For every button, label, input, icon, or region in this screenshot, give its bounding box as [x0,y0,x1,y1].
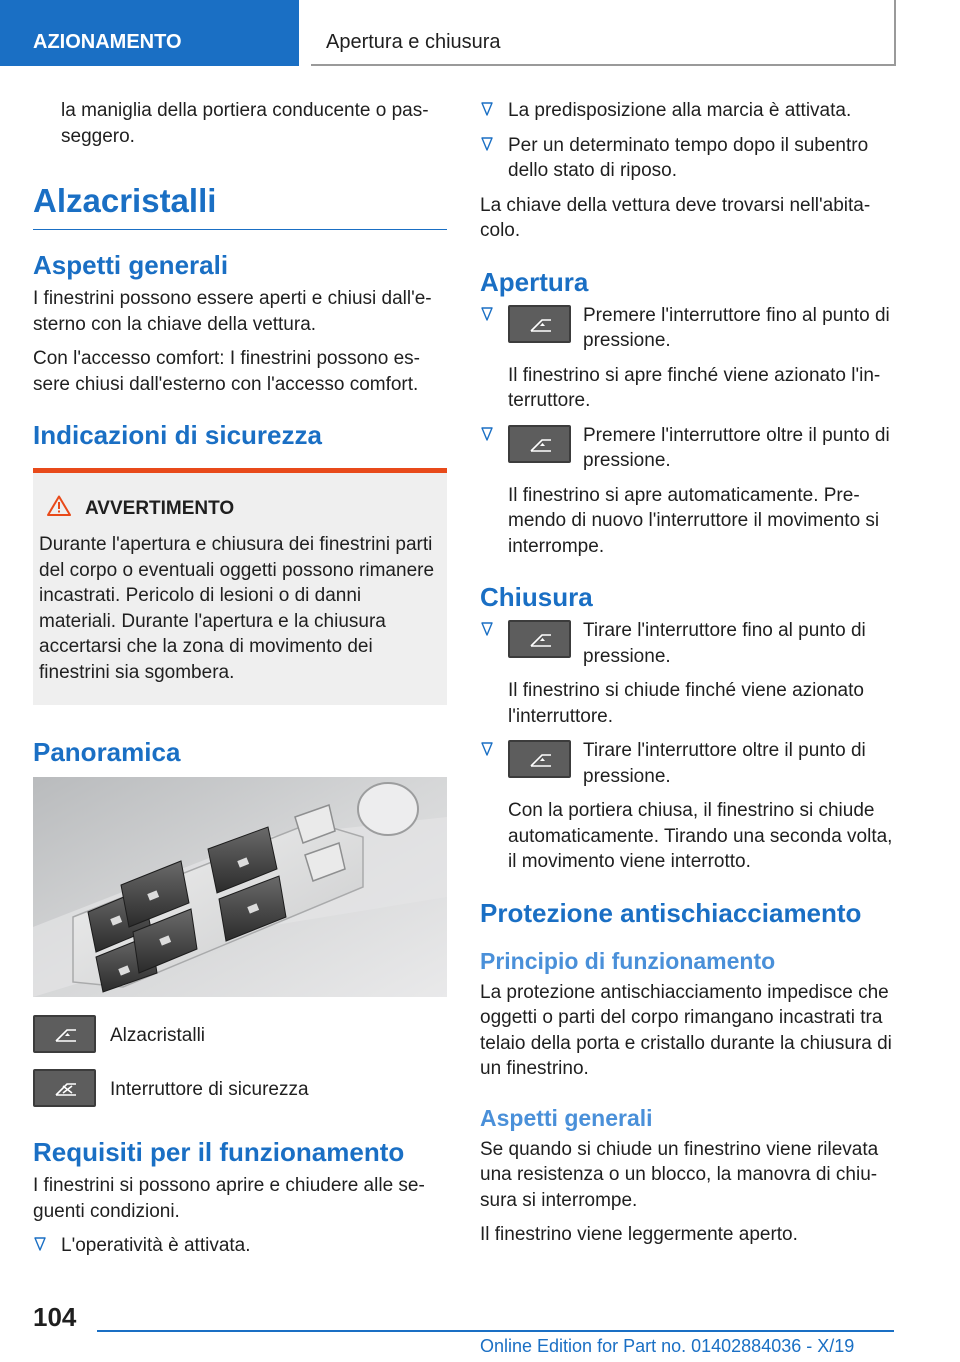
heading-opening: Apertura [480,266,589,297]
paragraph-general-right-1: Se quando si chiude un finestrino viene rilevata una resistenza o un blocco, la manovra di chiusura si interrompe. [480,1138,879,1211]
header-section: AZIONAMENTO [33,31,182,53]
heading-overview: Panoramica [33,737,181,767]
page-number: 104 [33,1302,77,1332]
paragraph-principle: La protezione antischiacciamento impedisce che oggetti o parti del corpo rimangano incastrati tra telaio della porta e cristallo durante la chiusura di un finestrino. [480,981,892,1079]
window-switch-icon [508,740,571,778]
triangle-bullet-icon [481,427,493,441]
window-switch-icon [508,620,571,658]
left-column [33,98,447,1268]
closing-step-2: Tirare l'interruttore oltre il punto di pressione. [480,738,898,789]
warning-title-row [39,495,439,522]
warning-box [33,468,447,705]
legend-window-lift-label: Alzacristalli [110,1025,206,1046]
warning-triangle-icon [47,495,71,522]
heading-pinch-protection: Protezione antischiacciamento [480,897,862,928]
opening-step-2: Premere l'interruttore oltre il punto di pressione. [480,423,898,474]
opening-step-2-result: Il finestrino si apre automaticamente. Premendo di nuovo l'interruttore il movimento si interrompe. [508,484,880,557]
legend-safety-switch-label: Interruttore di sicurezza [110,1079,309,1100]
paragraph-requirements: I finestrini si possono aprire e chiudere alle seguenti condizioni. [33,1175,425,1222]
triangle-bullet-icon [481,137,493,151]
window-switch-icon [33,1015,96,1053]
closing-step-2-result: Con la portiera chiusa, il finestrino si chiude automaticamente. Tirando una seconda volta, il movimento viene interrotto. [508,800,893,872]
footer-divider [97,1330,894,1332]
safety-switch-icon [33,1069,96,1107]
header-chapter-tab [311,0,896,66]
heading-general-right: Aspetti generali [480,1104,653,1131]
warning-title: AVVERTIMENTO [85,497,235,519]
header-chapter: Apertura e chiusura [326,31,501,53]
triangle-bullet-icon [481,102,493,116]
closing-step-1: Tirare l'interruttore fino al punto di pressione. [480,618,898,669]
triangle-bullet-icon [481,742,493,756]
triangle-bullet-icon [481,622,493,636]
triangle-bullet-icon [481,307,493,321]
legend-window-lift [33,1015,447,1053]
paragraph-general-2: Con l'accesso comfort: I finestrini possono essere chiusi dall'esterno con l'accesso comfort. [33,348,420,395]
warning-text: Durante l'apertura e chiusura dei finestrini parti del corpo o eventuali oggetti possono rimanere incastrati. Pericolo di lesioni o di danni materiali. Durante l'apertura e la chiusura accertarsi che la zona di movimento dei finestrini sia sgombera. [39,534,435,683]
window-switch-photo [33,777,447,997]
heading-requirements: Requisiti per il funzionamento [33,1137,405,1167]
intro-continuation: la maniglia della portiera conducente o passeggero. [61,100,429,147]
bullet-requirement-1: L'operatività è attivata. [33,1233,447,1259]
paragraph-general-right-2: Il finestrino viene leggermente aperto. [480,1224,798,1245]
heading-general: Aspetti generali [33,250,229,280]
closing-step-1-result: Il finestrino si chiude finché viene azionato l'interruttore. [508,680,864,727]
opening-step-1-result: Il finestrino si apre finché viene azionato l'interruttore. [508,364,881,411]
header-section-tab [0,0,299,66]
heading-safety: Indicazioni di sicurezza [33,420,322,450]
window-switch-icon [508,305,571,343]
heading-window-lifts: Alzacristalli [33,182,447,230]
paragraph-general-1: I finestrini possono essere aperti e chiusi dall'esterno con la chiave della vettura. [33,288,432,335]
heading-closing: Chiusura [480,582,593,612]
bullet-requirement-2: La predisposizione alla marcia è attivata. [480,98,898,124]
legend-safety-switch [33,1069,447,1107]
triangle-bullet-icon [34,1237,46,1251]
opening-step-1: Premere l'interruttore fino al punto di pressione. [480,303,898,354]
bullet-requirement-3: Per un determinato tempo dopo il subentro dello stato di riposo. [480,133,898,184]
window-switch-icon [508,425,571,463]
right-column [480,98,898,1257]
footer-edition: Online Edition for Part no. 01402884036 - X/19 [480,1336,855,1356]
paragraph-key: La chiave della vettura deve trovarsi nell'abitacolo. [480,194,871,241]
heading-principle: Principio di funzionamento [480,947,776,974]
